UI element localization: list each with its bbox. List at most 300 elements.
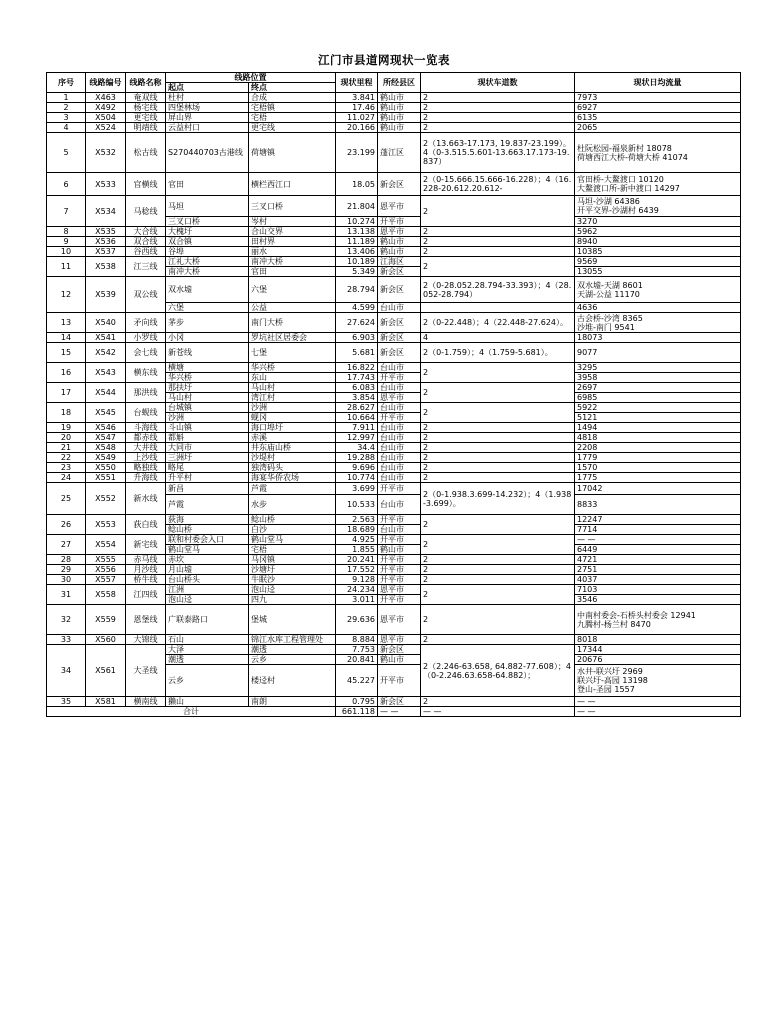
table-row xyxy=(47,123,741,133)
header-mileage: 现状里程 xyxy=(336,73,378,93)
start-cell: 小冈 xyxy=(166,333,249,343)
end-cell: 云乡 xyxy=(249,655,336,665)
total-label: 合计 xyxy=(47,707,336,717)
start-cell: 云益村口 xyxy=(166,123,249,133)
lanes-cell: 2 xyxy=(421,237,575,247)
mileage-cell: 9.128 xyxy=(336,575,378,585)
mileage-cell: 9.696 xyxy=(336,463,378,473)
name-cell: 斗海线 xyxy=(126,423,166,433)
start-cell: 斗山镇 xyxy=(166,423,249,433)
traffic-cell: 6449 xyxy=(575,545,741,555)
lanes-cell: 2 xyxy=(421,257,575,277)
end-cell: 宅梧 xyxy=(249,545,336,555)
start-cell: 都斛 xyxy=(166,433,249,443)
end-cell: 马冈镇 xyxy=(249,555,336,565)
code-cell: X534 xyxy=(86,196,126,227)
county-cell: 新会区 xyxy=(378,645,421,655)
mileage-cell: 17.743 xyxy=(336,373,378,383)
seq-cell: 19 xyxy=(47,423,86,433)
mileage-cell: 10.774 xyxy=(336,473,378,483)
total-lanes: — — xyxy=(421,707,575,717)
county-cell: 蓬江区 xyxy=(378,133,421,173)
code-cell: X537 xyxy=(86,247,126,257)
mileage-cell: 20.241 xyxy=(336,555,378,565)
mileage-cell: 17.46 xyxy=(336,103,378,113)
name-cell: 江四线 xyxy=(126,585,166,605)
table-row xyxy=(47,515,741,525)
mileage-cell: 1.855 xyxy=(336,545,378,555)
name-cell: 横东线 xyxy=(126,363,166,383)
county-cell: 开平市 xyxy=(378,373,421,383)
county-cell: 新会区 xyxy=(378,333,421,343)
start-cell: 獭山 xyxy=(166,697,249,707)
mileage-cell: 29.636 xyxy=(336,605,378,635)
table-row xyxy=(47,313,741,333)
total-county: — — xyxy=(378,707,421,717)
traffic-cell: 4037 xyxy=(575,575,741,585)
table-row xyxy=(47,453,741,463)
start-cell: 官田 xyxy=(166,173,249,196)
start-cell: 石山 xyxy=(166,635,249,645)
end-cell: 鹤山堂马 xyxy=(249,535,336,545)
mileage-cell: 20.841 xyxy=(336,655,378,665)
start-cell: 马山村 xyxy=(166,393,249,403)
seq-cell: 24 xyxy=(47,473,86,483)
code-cell: X548 xyxy=(86,443,126,453)
traffic-cell xyxy=(575,196,741,217)
end-cell: 田村界 xyxy=(249,237,336,247)
table-row xyxy=(47,257,741,267)
name-cell: 小罗线 xyxy=(126,333,166,343)
mileage-cell: 28.627 xyxy=(336,403,378,413)
county-cell: 台山市 xyxy=(378,463,421,473)
mileage-cell: 34.4 xyxy=(336,443,378,453)
name-cell: 双公线 xyxy=(126,277,166,313)
end-cell: 华兴桥 xyxy=(249,363,336,373)
lanes-cell: 2 xyxy=(421,196,575,227)
traffic-cell-line: 水井-联兴圩 2969 xyxy=(577,667,643,676)
county-cell: 新会区 xyxy=(378,343,421,363)
name-cell: 升海线 xyxy=(126,473,166,483)
lanes-cell: 2 xyxy=(421,697,575,707)
traffic-cell: 8940 xyxy=(575,237,741,247)
mileage-cell: 3.841 xyxy=(336,93,378,103)
code-cell: X558 xyxy=(86,585,126,605)
seq-cell: 31 xyxy=(47,585,86,605)
end-cell: 南冲大桥 xyxy=(249,257,336,267)
end-cell: 鲶山桥 xyxy=(249,515,336,525)
seq-cell: 5 xyxy=(47,133,86,173)
mileage-cell: 13.138 xyxy=(336,227,378,237)
traffic-cell: 9077 xyxy=(575,343,741,363)
lanes-cell: 2 xyxy=(421,93,575,103)
table-row xyxy=(47,697,741,707)
start-cell: 台城镇 xyxy=(166,403,249,413)
table-row xyxy=(47,483,741,495)
name-cell: 大圣线 xyxy=(126,645,166,697)
mileage-cell: 18.689 xyxy=(336,525,378,535)
lanes-cell: 2 xyxy=(421,555,575,565)
page-title: 江门市县道网现状一览表 xyxy=(318,53,450,67)
lanes-cell: 2（0-1.759）；4（1.759-5.681）。 xyxy=(421,343,575,363)
seq-cell: 17 xyxy=(47,383,86,403)
table-row xyxy=(47,645,741,655)
table-row xyxy=(47,173,741,196)
start-cell: 泡山迳 xyxy=(166,595,249,605)
mileage-cell: 13.406 xyxy=(336,247,378,257)
table-row xyxy=(47,575,741,585)
lanes-cell: 2 xyxy=(421,443,575,453)
start-cell: 月山墟 xyxy=(166,565,249,575)
end-cell: 锦江水库工程管理处 xyxy=(249,635,336,645)
name-cell: 荻白线 xyxy=(126,515,166,535)
table-row xyxy=(47,565,741,575)
mileage-cell: 6.083 xyxy=(336,383,378,393)
traffic-cell-line: 开平交界-沙湖村 6439 xyxy=(577,206,659,215)
start-cell: 双水墟 xyxy=(166,277,249,303)
mileage-cell: 5.681 xyxy=(336,343,378,363)
end-cell: 沙洲 xyxy=(249,403,336,413)
traffic-cell xyxy=(575,313,741,333)
county-road-table xyxy=(46,72,741,717)
county-cell: 鹤山市 xyxy=(378,123,421,133)
table-row xyxy=(47,555,741,565)
code-cell: X561 xyxy=(86,645,126,697)
seq-cell: 7 xyxy=(47,196,86,227)
traffic-cell: 1775 xyxy=(575,473,741,483)
table-row xyxy=(47,403,741,413)
county-cell: 新会区 xyxy=(378,697,421,707)
lanes-cell: 2 xyxy=(421,473,575,483)
traffic-cell xyxy=(575,605,741,635)
table-body xyxy=(47,93,741,717)
start-cell: 华兴桥 xyxy=(166,373,249,383)
traffic-cell: 3546 xyxy=(575,595,741,605)
seq-cell: 4 xyxy=(47,123,86,133)
county-cell: 台山市 xyxy=(378,443,421,453)
lanes-cell: 2 xyxy=(421,247,575,257)
end-cell: 罗坑社区居委会 xyxy=(249,333,336,343)
county-cell: 新会区 xyxy=(378,267,421,277)
code-cell: X463 xyxy=(86,93,126,103)
traffic-cell xyxy=(575,277,741,303)
total-row xyxy=(47,707,741,717)
seq-cell: 9 xyxy=(47,237,86,247)
end-cell: 六堡 xyxy=(249,277,336,303)
traffic-cell-line: 九腾村-杨兰村 8470 xyxy=(577,619,651,629)
start-cell: 双合镇 xyxy=(166,237,249,247)
seq-cell: 2 xyxy=(47,103,86,113)
lanes-cell: 2 xyxy=(421,453,575,463)
code-cell: X549 xyxy=(86,453,126,463)
county-cell: 恩平市 xyxy=(378,635,421,645)
end-cell: 蚬冈 xyxy=(249,413,336,423)
county-cell: 新会区 xyxy=(378,173,421,196)
name-cell: 月沙线 xyxy=(126,565,166,575)
name-cell: 略独线 xyxy=(126,463,166,473)
code-cell: X553 xyxy=(86,515,126,535)
header-code: 线路编号 xyxy=(86,73,126,93)
name-cell: 那洪线 xyxy=(126,383,166,403)
lanes-cell: 2 xyxy=(421,605,575,635)
seq-cell: 33 xyxy=(47,635,86,645)
traffic-cell: 6985 xyxy=(575,393,741,403)
start-cell: 鲶山桥 xyxy=(166,525,249,535)
lanes-cell: 2 xyxy=(421,103,575,113)
code-cell: X555 xyxy=(86,555,126,565)
traffic-cell-line: 杜阮松园-福泉新村 18078 xyxy=(577,143,672,153)
county-cell: 恩平市 xyxy=(378,585,421,595)
start-cell: 四堡林场 xyxy=(166,103,249,113)
code-cell: X545 xyxy=(86,403,126,423)
seq-cell: 13 xyxy=(47,313,86,333)
traffic-cell: 1779 xyxy=(575,453,741,463)
name-cell: 矛向线 xyxy=(126,313,166,333)
lanes-cell: 2 xyxy=(421,227,575,237)
end-cell: 潮透 xyxy=(249,645,336,655)
traffic-cell: 13055 xyxy=(575,267,741,277)
name-cell: 赤马线 xyxy=(126,555,166,565)
name-cell: 会七线 xyxy=(126,343,166,363)
table-row xyxy=(47,247,741,257)
mileage-cell: 20.166 xyxy=(336,123,378,133)
lanes-cell: 2 xyxy=(421,113,575,123)
header-position: 线路位置 xyxy=(166,73,336,83)
code-cell: X492 xyxy=(86,103,126,113)
traffic-cell: 17042 xyxy=(575,483,741,495)
lanes-cell: 4 xyxy=(421,333,575,343)
header-start: 起点 xyxy=(166,83,249,93)
county-cell: 恩平市 xyxy=(378,605,421,635)
traffic-cell: 7714 xyxy=(575,525,741,535)
county-cell: 鹤山市 xyxy=(378,247,421,257)
start-cell: 那扶圩 xyxy=(166,383,249,393)
mileage-cell: 12.997 xyxy=(336,433,378,443)
code-cell: X554 xyxy=(86,535,126,555)
start-cell: 横塘 xyxy=(166,363,249,373)
traffic-cell-line: 荷塘西江大桥-荷塘大桥 41074 xyxy=(577,152,688,162)
name-cell: 江三线 xyxy=(126,257,166,277)
traffic-cell: — — xyxy=(575,697,741,707)
table-row xyxy=(47,227,741,237)
seq-cell: 16 xyxy=(47,363,86,383)
traffic-cell: 3958 xyxy=(575,373,741,383)
lanes-cell: 2 xyxy=(421,433,575,443)
table-row xyxy=(47,363,741,373)
end-cell: 湾江村 xyxy=(249,393,336,403)
county-cell: 台山市 xyxy=(378,303,421,313)
end-cell: 四九 xyxy=(249,595,336,605)
traffic-cell-line: 中南村委会-石桥头村委会 12941 xyxy=(577,610,696,620)
table-row xyxy=(47,133,741,173)
table-row xyxy=(47,423,741,433)
traffic-cell-line: 官田桥-大鳌渡口 10120 xyxy=(577,175,664,184)
mileage-cell: 21.804 xyxy=(336,196,378,217)
name-cell: 上沙线 xyxy=(126,453,166,463)
mileage-cell: 4.599 xyxy=(336,303,378,313)
lanes-cell: 2 xyxy=(421,575,575,585)
name-cell: 都赤线 xyxy=(126,433,166,443)
traffic-cell: 4636 xyxy=(575,303,741,313)
lanes-cell: 2（0-22.448）；4（22.448-27.624）。 xyxy=(421,313,575,333)
traffic-cell: 6135 xyxy=(575,113,741,123)
end-cell: 三叉口桥 xyxy=(249,196,336,217)
lanes-cell: 2（0-15.666.15.666-16.228）；4（16.228-20.612.20.612- xyxy=(421,173,575,196)
traffic-cell: 5962 xyxy=(575,227,741,237)
lanes-cell: 2 xyxy=(421,585,575,605)
start-cell: 赤坎 xyxy=(166,555,249,565)
mileage-cell: 19.288 xyxy=(336,453,378,463)
traffic-cell: 9569 xyxy=(575,257,741,267)
start-cell: 荻海 xyxy=(166,515,249,525)
county-cell: 鹤山市 xyxy=(378,93,421,103)
table-row xyxy=(47,443,741,453)
traffic-cell: 2751 xyxy=(575,565,741,575)
code-cell: X581 xyxy=(86,697,126,707)
mileage-cell: 10.533 xyxy=(336,495,378,515)
mileage-cell: 8.884 xyxy=(336,635,378,645)
mileage-cell: 10.274 xyxy=(336,217,378,227)
mileage-cell: 2.563 xyxy=(336,515,378,525)
seq-cell: 3 xyxy=(47,113,86,123)
table-row xyxy=(47,343,741,363)
name-cell: 谷西线 xyxy=(126,247,166,257)
county-cell: 台山市 xyxy=(378,363,421,373)
county-cell: 台山市 xyxy=(378,453,421,463)
code-cell: X547 xyxy=(86,433,126,443)
start-cell: 江礼大桥 xyxy=(166,257,249,267)
traffic-cell: 20676 xyxy=(575,655,741,665)
traffic-cell: 2697 xyxy=(575,383,741,393)
seq-cell: 14 xyxy=(47,333,86,343)
total-traffic: — — xyxy=(575,707,741,717)
table-row xyxy=(47,635,741,645)
county-cell: 鹤山市 xyxy=(378,655,421,665)
county-cell: 开平市 xyxy=(378,565,421,575)
seq-cell: 25 xyxy=(47,483,86,515)
county-cell: 恩平市 xyxy=(378,393,421,403)
code-cell: X543 xyxy=(86,363,126,383)
header-end: 终点 xyxy=(249,83,336,93)
end-cell: 公益 xyxy=(249,303,336,313)
seq-cell: 12 xyxy=(47,277,86,313)
code-cell: X532 xyxy=(86,133,126,173)
end-cell: 水步 xyxy=(249,495,336,515)
table-row xyxy=(47,113,741,123)
mileage-cell: 4.925 xyxy=(336,535,378,545)
name-cell: 大锦线 xyxy=(126,635,166,645)
start-cell: 新苍线 xyxy=(166,343,249,363)
seq-cell: 1 xyxy=(47,93,86,103)
start-cell: 沙洲 xyxy=(166,413,249,423)
seq-cell: 23 xyxy=(47,463,86,473)
mileage-cell: 5.349 xyxy=(336,267,378,277)
traffic-cell: 3295 xyxy=(575,363,741,373)
traffic-cell: 1570 xyxy=(575,463,741,473)
start-cell: 六堡 xyxy=(166,303,249,313)
lanes-cell: 2 xyxy=(421,403,575,423)
seq-cell: 21 xyxy=(47,443,86,453)
end-cell: 牛眠沙 xyxy=(249,575,336,585)
end-cell: 楼迳村 xyxy=(249,665,336,697)
start-cell: 南冲大桥 xyxy=(166,267,249,277)
seq-cell: 10 xyxy=(47,247,86,257)
start-cell: 升平村 xyxy=(166,473,249,483)
traffic-cell-line: 联兴圩-高园 13198 xyxy=(577,676,648,685)
start-cell: 云乡 xyxy=(166,665,249,697)
lanes-cell: 2（0-1.938.3.699-14.232）；4（1.938-3.699）。 xyxy=(421,483,575,515)
lanes-cell: 2 xyxy=(421,383,575,403)
name-cell: 更宅线 xyxy=(126,113,166,123)
header-lanes: 现状车道数 xyxy=(421,73,575,93)
name-cell: 恩堡线 xyxy=(126,605,166,635)
traffic-cell xyxy=(575,133,741,173)
end-cell: 更宅线 xyxy=(249,123,336,133)
traffic-cell: 4818 xyxy=(575,433,741,443)
traffic-cell: 1494 xyxy=(575,423,741,433)
mileage-cell: 17.552 xyxy=(336,565,378,575)
table-row xyxy=(47,585,741,595)
traffic-cell-line: 双水墟-天湖 8601 xyxy=(577,280,643,290)
county-cell: 鹤山市 xyxy=(378,113,421,123)
seq-cell: 29 xyxy=(47,565,86,575)
code-cell: X538 xyxy=(86,257,126,277)
county-cell: 开平市 xyxy=(378,413,421,423)
traffic-cell xyxy=(575,173,741,196)
traffic-cell: 3270 xyxy=(575,217,741,227)
county-cell: 鹤山市 xyxy=(378,237,421,247)
county-cell: 开平市 xyxy=(378,515,421,525)
code-cell: X539 xyxy=(86,277,126,313)
lanes-cell: 2（13.663-17.173, 19.837-23.199）。4（0-3.515.5.601-13.663.17.173-19.837） xyxy=(421,133,575,173)
end-cell: 合成 xyxy=(249,93,336,103)
name-cell: 松古线 xyxy=(126,133,166,173)
table-row xyxy=(47,473,741,483)
traffic-cell: 7103 xyxy=(575,585,741,595)
table-row xyxy=(47,433,741,443)
name-cell: 马稔线 xyxy=(126,196,166,227)
name-cell: 新宅线 xyxy=(126,535,166,555)
name-cell: 新水线 xyxy=(126,483,166,515)
end-cell: 马山村 xyxy=(249,383,336,393)
county-cell: 江海区 xyxy=(378,257,421,267)
start-cell: 潮透 xyxy=(166,655,249,665)
county-cell: 新会区 xyxy=(378,313,421,333)
county-cell: 开平市 xyxy=(378,595,421,605)
end-cell: 宅梧 xyxy=(249,113,336,123)
mileage-cell: 0.795 xyxy=(336,697,378,707)
mileage-cell: 10.189 xyxy=(336,257,378,267)
county-cell: 鹤山市 xyxy=(378,103,421,113)
county-cell: 鹤山市 xyxy=(378,545,421,555)
name-cell: 官横线 xyxy=(126,173,166,196)
traffic-cell: 18073 xyxy=(575,333,741,343)
code-cell: X542 xyxy=(86,343,126,363)
seq-cell: 30 xyxy=(47,575,86,585)
table-row xyxy=(47,103,741,113)
end-cell: 东山 xyxy=(249,373,336,383)
end-cell: 海宴华侨农场 xyxy=(249,473,336,483)
header-traffic: 现状日均流量 xyxy=(575,73,741,93)
start-cell: 三洲圩 xyxy=(166,453,249,463)
start-cell: 大槐圩 xyxy=(166,227,249,237)
county-cell: 开平市 xyxy=(378,535,421,545)
traffic-cell-line: 大鳌渡口所-新中渡口 14297 xyxy=(577,184,680,193)
seq-cell: 22 xyxy=(47,453,86,463)
seq-cell: 15 xyxy=(47,343,86,363)
traffic-cell: 5922 xyxy=(575,403,741,413)
traffic-cell: 6927 xyxy=(575,103,741,113)
